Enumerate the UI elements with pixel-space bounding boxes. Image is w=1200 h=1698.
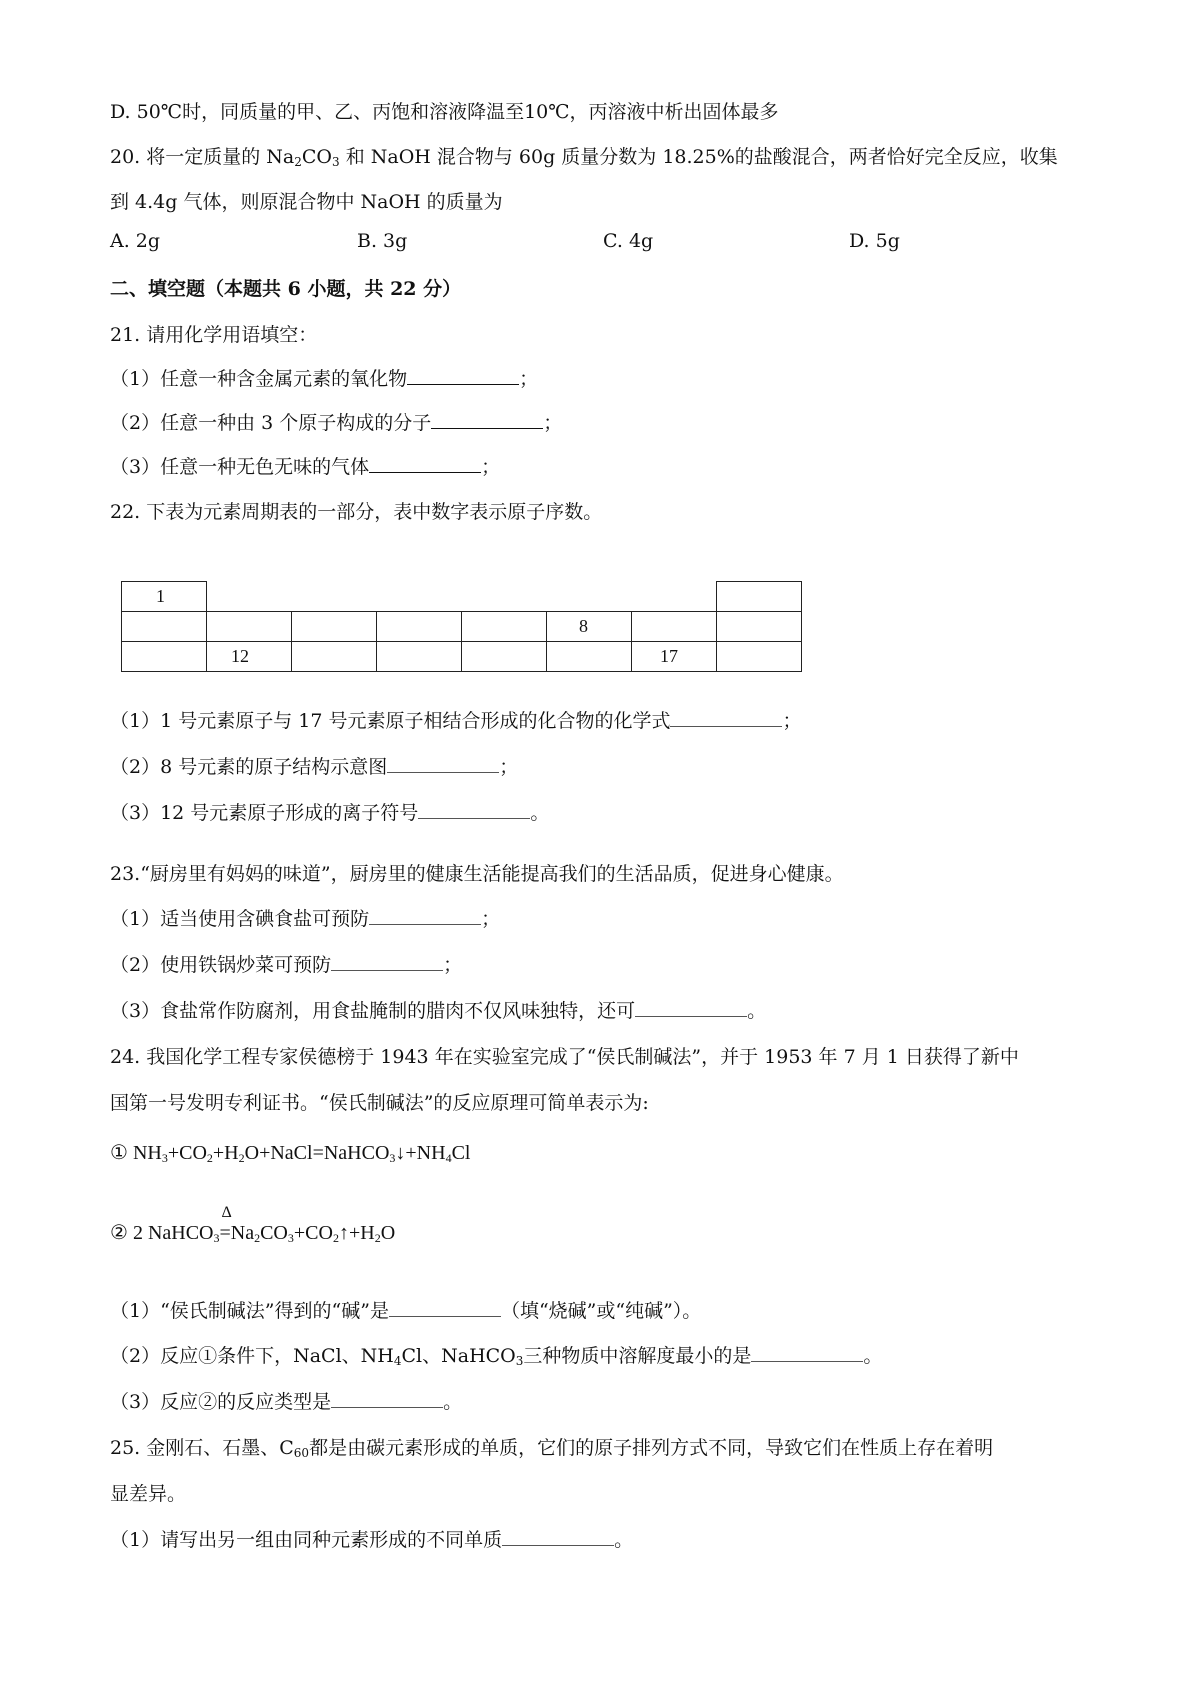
q20-option-a: A. 2g [110,230,161,252]
q22-item-1: （1）1 号元素原子与 17 号元素原子相结合形成的化合物的化学式 ； [110,710,802,732]
answer-blank [502,1527,614,1546]
q21-item-2: （2）任意一种由 3 个原子构成的分子 ； [110,412,563,434]
answer-blank [331,1389,443,1408]
q24-stem-line2: 国第一号发明专利证书。“侯氏制碱法”的反应原理可简单表示为: [110,1092,649,1114]
answer-blank [387,754,499,773]
q24-item-3: （3）反应②的反应类型是 。 [110,1391,463,1413]
q24-item-2: （2）反应①条件下，NaCl、$NH_4Cl$、NaHCO$_3$三种物质中溶解度最小的是 。 [110,1345,883,1368]
q23-stem: 23.“厨房里有妈妈的味道”，厨房里的健康生活能提高我们的生活品质，促进身心健康。 [110,863,844,885]
q22-item-3: （3）12 号元素原子形成的离子符号 。 [110,802,550,824]
answer-blank [635,998,747,1017]
q21-item-3: （3）任意一种无色无味的气体 ； [110,456,501,478]
answer-blank [751,1343,863,1362]
section-title: 二、填空题（本题共 6 小题，共 22 分） [110,278,462,300]
q22-item-2: （2）8 号元素的原子结构示意图 ； [110,756,519,778]
answer-blank [670,708,782,727]
answer-blank [389,1298,501,1317]
q24-stem-line1: 24. 我国化学工程专家侯德榜于 1943 年在实验室完成了“侯氏制碱法”，并于 1953 年 7 月 1 日获得了新中 [110,1046,1019,1068]
q23-item-3: （3）食盐常作防腐剂，用食盐腌制的腊肉不仅风味独特，还可 。 [110,1000,767,1022]
table-cell-12: 12 [207,642,292,672]
answer-blank [331,952,443,971]
equation-1: ① $NH_3+CO_2+H_2O+NaCl=NaHCO_3↓+NH_4Cl$ [110,1142,471,1165]
q20-stem-line1: 20. 将一定质量的 $Na_2CO_3$ 和 NaOH 混合物与 60g 质量分数为 18.25%的盐酸混合，两者恰好完全反应，收集 [110,146,1058,169]
answer-blank [369,906,481,925]
q22-stem: 22. 下表为元素周期表的一部分，表中数字表示原子序数。 [110,501,603,523]
answer-blank [431,410,543,429]
q21-stem: 21. 请用化学用语填空： [110,324,318,346]
q20-option-d: D. 5g [849,230,900,252]
q23-item-1: （1）适当使用含碘食盐可预防 ； [110,908,501,930]
periodic-table-fragment [121,581,802,672]
answer-blank [418,800,530,819]
q20-option-c: C. 4g [603,230,654,252]
q25-stem-line2: 显差异。 [110,1483,187,1505]
q23-item-2: （2）使用铁锅炒菜可预防 ； [110,954,463,976]
answer-blank [407,366,519,385]
equation-2: ② 2 NaHCO$_3$ Δ $=Na_2CO_3+CO_2↑+H_2O$ [110,1204,396,1245]
answer-blank [369,454,481,473]
q20-option-b: B. 3g [357,230,408,252]
q24-item-1: （1）“侯氏制碱法”得到的“碱”是 （填“烧碱”或“纯碱”）。 [110,1300,702,1322]
table-cell-1: 1 [122,582,207,612]
delta-symbol: Δ [221,1204,232,1221]
q21-item-1: （1）任意一种含金属元素的氧化物 ； [110,368,539,390]
heat-condition: Δ = [219,1204,232,1244]
table-cell-17: 17 [632,642,717,672]
q19-option-d: D. 50℃时，同质量的甲、乙、丙饱和溶液降温至10℃，丙溶液中析出固体最多 [110,101,779,123]
q25-stem-line1: 25. 金刚石、石墨、$C_{60}$都是由碳元素形成的单质，它们的原子排列方式不同，导致它们在性质上存在着明 [110,1437,994,1460]
table-cell-8: 8 [547,612,632,642]
table-cell [717,582,802,612]
q20-stem-line2: 到 4.4g 气体，则原混合物中 NaOH 的质量为 [110,191,503,213]
q25-item-1: （1）请写出另一组由同种元素形成的不同单质 。 [110,1529,634,1551]
